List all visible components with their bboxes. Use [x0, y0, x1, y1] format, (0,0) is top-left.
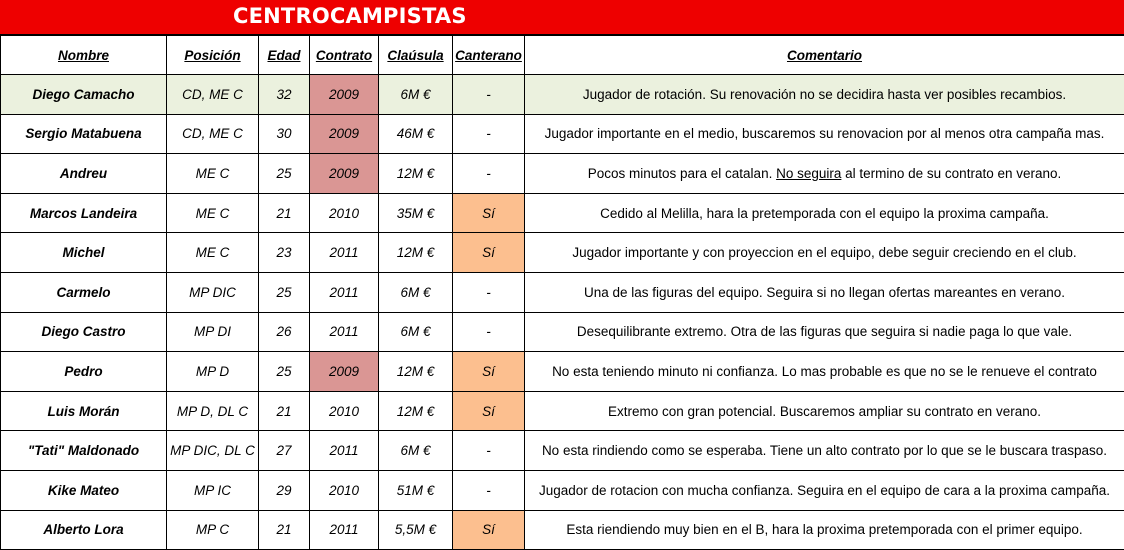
cell-age[interactable]: 21 — [259, 510, 310, 550]
cell-comment[interactable]: Cedido al Melilla, hara la pretemporada con el equipo la proxima campaña. — [525, 193, 1124, 233]
table-row — [1, 431, 1124, 471]
cell-canterano[interactable]: - — [453, 431, 525, 471]
cell-clause[interactable]: 35M € — [379, 193, 453, 233]
header-posicion[interactable]: Posición — [167, 36, 259, 75]
cell-contract[interactable]: 2011 — [310, 272, 379, 312]
cell-position[interactable]: MP DIC — [167, 272, 259, 312]
cell-age[interactable]: 25 — [259, 154, 310, 194]
sheet-title: CENTROCAMPISTAS — [233, 4, 467, 28]
cell-contract[interactable]: 2010 — [310, 391, 379, 431]
cell-comment[interactable]: Jugador importante en el medio, buscaremos su renovacion por al menos otra campaña mas. — [525, 114, 1124, 154]
cell-age[interactable]: 29 — [259, 470, 310, 510]
cell-comment[interactable]: Jugador de rotacion con mucha confianza. Seguira en el equipo de cara a la proxima campaña. — [525, 470, 1124, 510]
cell-comment[interactable]: Una de las figuras del equipo. Seguira si no llegan ofertas mareantes en verano. — [525, 272, 1124, 312]
cell-age[interactable]: 21 — [259, 391, 310, 431]
cell-canterano[interactable]: Sí — [453, 233, 525, 273]
cell-age[interactable]: 26 — [259, 312, 310, 352]
cell-clause[interactable]: 6M € — [379, 312, 453, 352]
cell-age[interactable]: 27 — [259, 431, 310, 471]
cell-canterano[interactable]: - — [453, 470, 525, 510]
cell-clause[interactable]: 12M € — [379, 391, 453, 431]
cell-comment[interactable]: Extremo con gran potencial. Buscaremos ampliar su contrato en verano. — [525, 391, 1124, 431]
title-bar — [0, 0, 1124, 35]
cell-name[interactable]: Kike Mateo — [1, 470, 167, 510]
cell-name[interactable]: Pedro — [1, 352, 167, 392]
cell-position[interactable]: MP C — [167, 510, 259, 550]
cell-position[interactable]: ME C — [167, 193, 259, 233]
cell-age[interactable]: 25 — [259, 272, 310, 312]
cell-contract[interactable]: 2011 — [310, 431, 379, 471]
cell-clause[interactable]: 12M € — [379, 233, 453, 273]
cell-age[interactable]: 32 — [259, 75, 310, 115]
header-comentario[interactable]: Comentario — [525, 36, 1124, 75]
cell-clause[interactable]: 46M € — [379, 114, 453, 154]
cell-canterano[interactable]: - — [453, 154, 525, 194]
cell-canterano[interactable]: - — [453, 75, 525, 115]
cell-comment[interactable]: Desequilibrante extremo. Otra de las figuras que seguira si nadie paga lo que vale. — [525, 312, 1124, 352]
header-edad[interactable]: Edad — [259, 36, 310, 75]
table-row — [1, 75, 1124, 115]
comment-text: Pocos minutos para el catalan. — [588, 166, 776, 181]
cell-position[interactable]: CD, ME C — [167, 75, 259, 115]
cell-position[interactable]: MP D — [167, 352, 259, 392]
cell-age[interactable]: 30 — [259, 114, 310, 154]
cell-name[interactable]: Sergio Matabuena — [1, 114, 167, 154]
cell-clause[interactable]: 6M € — [379, 272, 453, 312]
cell-clause[interactable]: 12M € — [379, 352, 453, 392]
table-row — [1, 193, 1124, 233]
cell-name[interactable]: Andreu — [1, 154, 167, 194]
cell-position[interactable]: ME C — [167, 233, 259, 273]
cell-name[interactable]: Alberto Lora — [1, 510, 167, 550]
cell-comment[interactable]: No esta teniendo minuto ni confianza. Lo mas probable es que no se le renueve el contrato — [525, 352, 1124, 392]
cell-position[interactable]: CD, ME C — [167, 114, 259, 154]
table-row — [1, 154, 1124, 194]
cell-contract[interactable]: 2009 — [310, 352, 379, 392]
header-row — [1, 36, 1124, 75]
cell-comment[interactable]: Esta riendiendo muy bien en el B, hara la proxima pretemporada con el primer equipo. — [525, 510, 1124, 550]
cell-contract[interactable]: 2011 — [310, 233, 379, 273]
cell-position[interactable]: MP DIC, DL C — [167, 431, 259, 471]
cell-comment[interactable]: Jugador de rotación. Su renovación no se decidira hasta ver posibles recambios. — [525, 75, 1124, 115]
cell-clause[interactable]: 6M € — [379, 431, 453, 471]
cell-canterano[interactable]: - — [453, 312, 525, 352]
cell-contract[interactable]: 2011 — [310, 510, 379, 550]
cell-name[interactable]: Carmelo — [1, 272, 167, 312]
cell-name[interactable]: Marcos Landeira — [1, 193, 167, 233]
cell-canterano[interactable]: Sí — [453, 193, 525, 233]
cell-name[interactable]: "Tati" Maldonado — [1, 431, 167, 471]
table-row — [1, 510, 1124, 550]
header-clausula[interactable]: Claúsula — [379, 36, 453, 75]
cell-contract[interactable]: 2009 — [310, 114, 379, 154]
table-row — [1, 391, 1124, 431]
cell-clause[interactable]: 6M € — [379, 75, 453, 115]
cell-contract[interactable]: 2009 — [310, 154, 379, 194]
cell-position[interactable]: MP DI — [167, 312, 259, 352]
cell-clause[interactable]: 12M € — [379, 154, 453, 194]
cell-contract[interactable]: 2009 — [310, 75, 379, 115]
players-table — [0, 35, 1124, 550]
table-row — [1, 114, 1124, 154]
table-row — [1, 312, 1124, 352]
table-row — [1, 272, 1124, 312]
cell-canterano[interactable]: Sí — [453, 510, 525, 550]
cell-age[interactable]: 21 — [259, 193, 310, 233]
table-row — [1, 233, 1124, 273]
cell-contract[interactable]: 2010 — [310, 470, 379, 510]
header-nombre[interactable]: Nombre — [1, 36, 167, 75]
table-row — [1, 470, 1124, 510]
comment-text: al termino de su contrato en verano. — [841, 166, 1061, 181]
cell-age[interactable]: 23 — [259, 233, 310, 273]
cell-comment[interactable]: Jugador importante y con proyeccion en el equipo, debe seguir creciendo en el club. — [525, 233, 1124, 273]
cell-position[interactable]: MP D, DL C — [167, 391, 259, 431]
cell-comment[interactable]: No esta rindiendo como se esperaba. Tiene un alto contrato por lo que se le buscara traspaso. — [525, 431, 1124, 471]
cell-clause[interactable]: 51M € — [379, 470, 453, 510]
cell-canterano[interactable]: Sí — [453, 352, 525, 392]
comment-underlined-text: No seguira — [776, 166, 841, 181]
cell-name[interactable]: Diego Camacho — [1, 75, 167, 115]
cell-contract[interactable]: 2011 — [310, 312, 379, 352]
header-canterano[interactable]: Canterano — [453, 36, 525, 75]
cell-canterano[interactable]: - — [453, 114, 525, 154]
cell-canterano[interactable]: Sí — [453, 391, 525, 431]
cell-clause[interactable]: 5,5M € — [379, 510, 453, 550]
cell-name[interactable]: Diego Castro — [1, 312, 167, 352]
header-contrato[interactable]: Contrato — [310, 36, 379, 75]
cell-canterano[interactable]: - — [453, 272, 525, 312]
cell-comment[interactable] — [525, 154, 1124, 194]
cell-position[interactable]: ME C — [167, 154, 259, 194]
cell-name[interactable]: Luis Morán — [1, 391, 167, 431]
cell-position[interactable]: MP IC — [167, 470, 259, 510]
cell-age[interactable]: 25 — [259, 352, 310, 392]
table-row — [1, 352, 1124, 392]
cell-contract[interactable]: 2010 — [310, 193, 379, 233]
cell-name[interactable]: Michel — [1, 233, 167, 273]
